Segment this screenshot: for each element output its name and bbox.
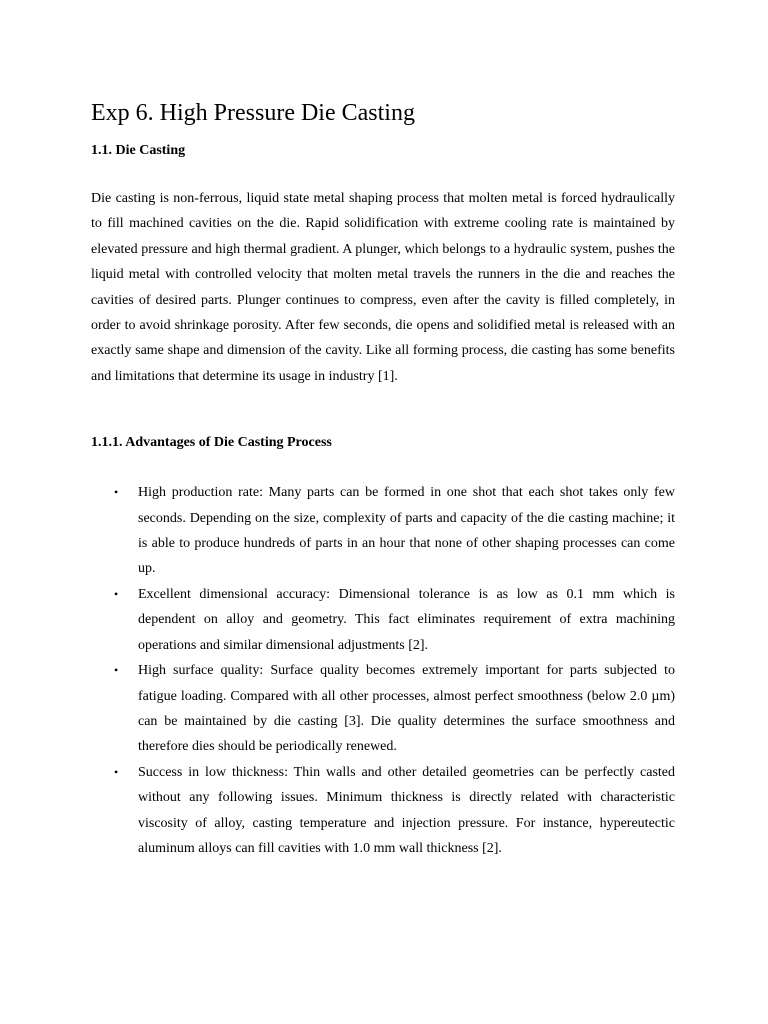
- die-casting-paragraph: Die casting is non-ferrous, liquid state metal shaping process that molten metal is forced hydraulically to fill machined cavities on the die. Rapid solidification with extreme cooling rate is maintained by elevated pressure and high thermal gradient. A plunger, which belongs to a hydraulic system, pushes the liquid metal with controlled velocity that molten metal travels the runners in the die and reaches the cavities of desired parts. Plunger continues to compress, even after the cavity is filled completely, in order to avoid shrinkage porosity. After few seconds, die opens and solidified metal is released with an exactly same shape and dimension of the cavity. Like all forming process, die casting has some benefits and limitations that determine its usage in industry [1].: [91, 191, 675, 384]
- bullet-icon: •: [114, 586, 119, 601]
- document-title: Exp 6. High Pressure Die Casting: [91, 100, 415, 126]
- bullet-icon: •: [114, 764, 119, 779]
- bullet-icon: •: [114, 663, 119, 678]
- document-page: [91, 98, 675, 861]
- subsection-heading-advantages: 1.1.1. Advantages of Die Casting Process: [91, 435, 332, 451]
- list-item-text: Success in low thickness: Thin walls and other detailed geometries can be perfectly casted without any following issues. Minimum thickness is directly related with characteristic viscosity of alloy, casting temperature and injection pressure. For instance, hypereutectic aluminum alloys can fill cavities with 1.0 mm wall thickness [2].: [138, 764, 675, 856]
- list-item-text: High production rate: Many parts can be formed in one shot that each shot takes only few seconds. Depending on the size, complexity of parts and capacity of the die casting machine; it is able to produce hundreds of parts in an hour that none of other shaping processes can come up.: [138, 485, 675, 577]
- section-heading-die-casting: 1.1. Die Casting: [91, 143, 186, 158]
- advantages-list: [91, 480, 675, 861]
- list-item: [91, 480, 675, 582]
- list-item-text: High surface quality: Surface quality becomes extremely important for parts subjected to fatigue loading. Compared with all other processes, almost perfect smoothness (below 2.0 µm) can be maintained by die casting [3]. Die quality determines the surface smoothness and therefore dies should be periodically renewed.: [138, 663, 675, 755]
- bullet-icon: •: [114, 485, 119, 500]
- list-item-text: Excellent dimensional accuracy: Dimensional tolerance is as low as 0.1 mm which is dependent on alloy and geometry. This fact eliminates requirement of extra machining operations and similar dimensional adjustments [2].: [138, 586, 675, 653]
- list-item: [91, 582, 675, 658]
- list-item: [91, 658, 675, 760]
- list-item: [91, 760, 675, 862]
